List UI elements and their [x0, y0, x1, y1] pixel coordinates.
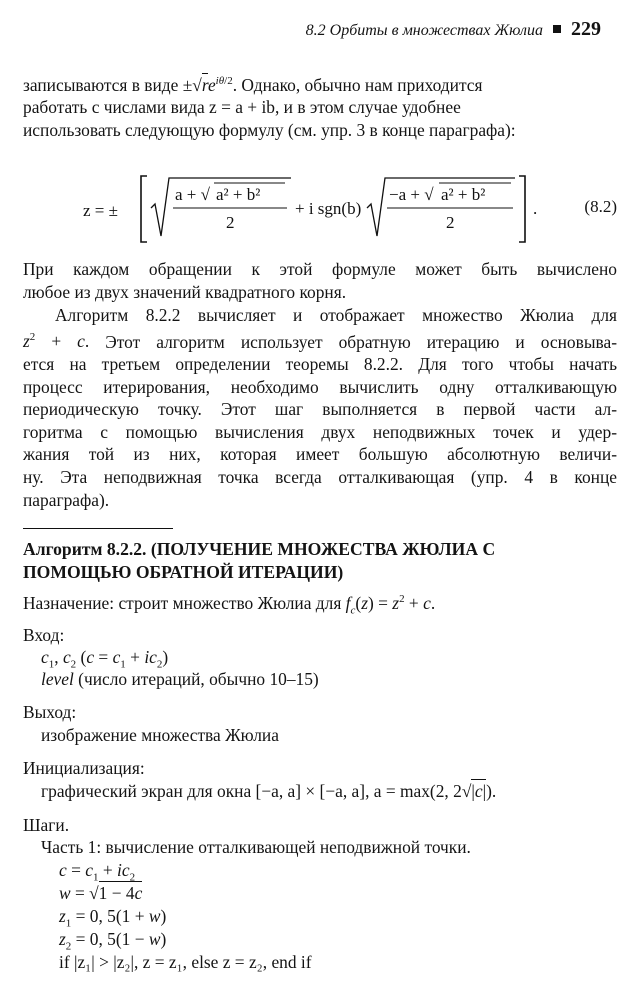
formula-lhs: z = ± [83, 201, 118, 220]
paragraph-intro [23, 70, 617, 142]
formula-period: . [533, 199, 538, 218]
text-line: ну. Эта неподвижная точка всегда отталкивающая (упр. 4 в конце [23, 466, 617, 487]
init-text: графический экран для окна [−a, a] × [−a, a], a = max(2, 2√|c|). [41, 781, 497, 801]
square-bullet-icon [553, 25, 561, 33]
denominator-1: 2 [226, 213, 235, 232]
page-number: 229 [571, 18, 601, 40]
right-bracket [519, 176, 525, 242]
paragraph-root-values [23, 258, 617, 303]
formula-middle: + i sgn(b) [295, 199, 362, 218]
paragraph-algorithm-description [23, 304, 617, 511]
algorithm-title: Алгоритм 8.2.2. (ПОЛУЧЕНИЕ МНОЖЕСТВА ЖЮЛИА С ПОМОЩЬЮ ОБРАТНОЙ ИТЕРАЦИИ) [23, 539, 496, 582]
output-label: Выход: [23, 702, 77, 722]
text-line: Алгоритм 8.2.2 вычисляет и отображает множество Жюлиа для [55, 305, 617, 325]
equation-number: (8.2) [584, 197, 617, 216]
formula-svg [23, 164, 543, 252]
step-if: if |z₁| > |z₂|, z = z₁, else z = z₂, end if [59, 952, 312, 972]
input-c-values: $c_1$, $c_2$ $(c = c_1 + ic_2)$ [41, 647, 169, 671]
init-label: Инициализация: [23, 758, 145, 778]
numerator-1: a + √ [175, 185, 210, 204]
left-bracket [141, 176, 147, 242]
output-value: изображение множества Жюлиа [41, 725, 279, 745]
step-c: $c = c_1 + ic_2$ [59, 860, 136, 884]
text-line: работать с числами вида z = a + ib, и в этом случае удобнее [23, 97, 461, 118]
algorithm-purpose: Назначение: строит множество Жюлиа для $f_c(z) = z^2 + c$. [23, 592, 436, 617]
step-z1: $z_1 = 0$, 5(1 + w) [59, 906, 167, 930]
text-line: ется на третьем определении теоремы 8.2.2. Для того чтобы начать [23, 353, 617, 374]
text-line: любое из двух значений квадратного корня. [23, 281, 347, 302]
svg-text:a² + b²: a² + b² [441, 185, 486, 204]
denominator-2: 2 [446, 213, 455, 232]
text-line: процесс итерирования, необходимо вычислить одну отталкивающую [23, 376, 617, 397]
text-line: периодическую точку. Этот шаг выполняется в первой части ал- [23, 399, 617, 420]
text-line: $z^2 + c$. Этот алгоритм использует обратную итерацию и основыва- [23, 331, 617, 352]
input-label: Вход: [23, 625, 65, 645]
text-line: использовать следующую формулу (см. упр. 3 в конце параграфа): [23, 119, 516, 140]
svg-text:a² + b²: a² + b² [216, 185, 261, 204]
input-level: level (число итераций, обычно 10–15) [41, 669, 319, 689]
algorithm-rule [23, 528, 173, 529]
text-line: параграфа). [23, 489, 110, 510]
section-title: 8.2 Орбиты в множествах Жюлиа [305, 22, 543, 39]
text-line: горитма с помощью вычисления двух неподвижных точек и удер- [23, 421, 617, 442]
math-sqrt-r: $√re^{i\theta/2}$ [192, 74, 233, 95]
step-z2: $z_2 = 0$, 5(1 − w) [59, 929, 167, 953]
running-header [306, 18, 601, 41]
text-line: жания той из них, которая имеет большую абсолютную величи- [23, 444, 617, 465]
formula-8-2 [23, 164, 617, 252]
numerator-2: −a + √ [389, 185, 434, 204]
text-line: При каждом обращении к этой формуле может быть вычислено [23, 259, 617, 279]
text-line: записываются в виде $\pm√re^{i\theta/2}$. Однако, обычно нам приходится [23, 74, 483, 95]
steps-label: Шаги. [23, 815, 70, 835]
step-w: w = √1 − 4c [59, 883, 143, 903]
part1-heading: Часть 1: вычисление отталкивающей неподвижной точки. [41, 837, 471, 857]
